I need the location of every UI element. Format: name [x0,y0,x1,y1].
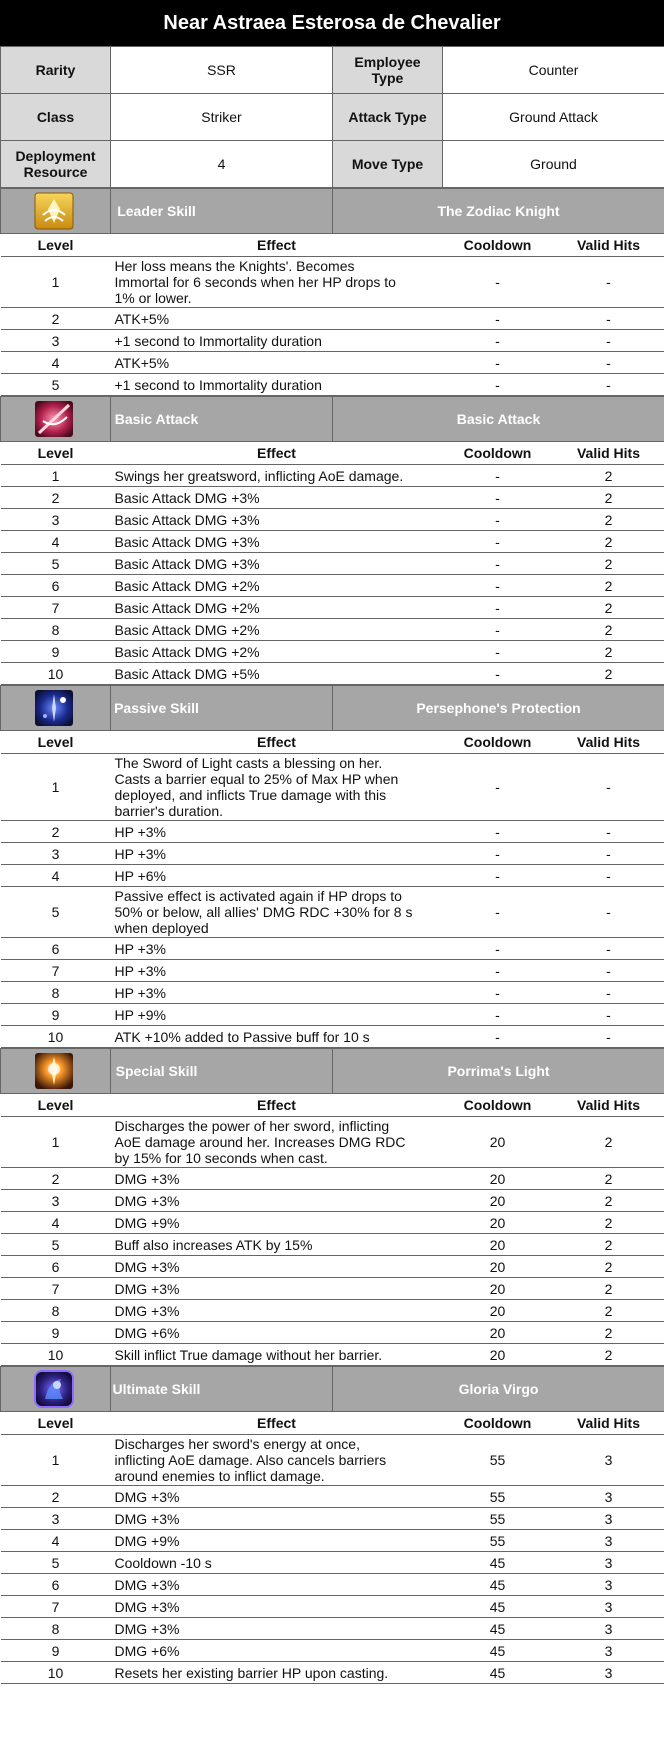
cooldown-cell: 45 [443,1640,553,1662]
effect-cell: DMG +6% [111,1322,443,1344]
info-table [0,46,664,188]
valid-hits-cell: 3 [553,1435,664,1486]
valid-hits-cell: 3 [553,1530,664,1552]
effect-cell: DMG +3% [111,1300,443,1322]
table-row [1,575,664,597]
effect-cell: Resets her existing barrier HP upon casting. [111,1662,443,1684]
valid-hits-cell: - [553,843,664,865]
valid-hits-cell: 2 [553,1300,664,1322]
cooldown-cell: - [443,374,553,396]
table-row [1,821,664,843]
effect-header: Effect [111,442,443,465]
level-cell: 3 [1,509,111,531]
info-label: Rarity [1,47,111,94]
info-row [1,94,664,141]
level-cell: 1 [1,1435,111,1486]
effect-header: Effect [111,234,443,257]
level-cell: 2 [1,1168,111,1190]
cooldown-cell: - [443,553,553,575]
level-cell: 3 [1,1508,111,1530]
cooldown-cell: - [443,308,553,330]
info-row [1,141,664,188]
level-cell: 6 [1,1256,111,1278]
cooldown-cell: 45 [443,1662,553,1684]
table-row [1,887,664,938]
effect-cell: HP +3% [111,960,443,982]
level-cell: 8 [1,619,111,641]
skill-name: Gloria Virgo [333,1367,664,1412]
effect-cell: Discharges the power of her sword, inflicting AoE damage around her. Increases DMG RDC by 15% for 10 seconds when cast. [111,1117,443,1168]
valid-hits-cell: 2 [553,619,664,641]
cooldown-cell: - [443,352,553,374]
effect-cell: Her loss means the Knights'. Becomes Immortal for 6 seconds when her HP drops to 1% or lower. [111,257,443,308]
column-header-row [1,1094,664,1117]
table-row [1,257,664,308]
skill-type: Passive Skill [111,686,333,731]
cooldown-cell: 20 [443,1322,553,1344]
effect-cell: ATK+5% [111,308,443,330]
table-row [1,1435,664,1486]
cooldown-cell: - [443,597,553,619]
table-row [1,1300,664,1322]
cooldown-cell: - [443,821,553,843]
ultimate-knight-icon [33,1369,75,1409]
table-row [1,1278,664,1300]
effect-cell: Discharges her sword's energy at once, inflicting AoE damage. Also cancels barriers around enemies to inflict damage. [111,1435,443,1486]
cooldown-header: Cooldown [443,1094,553,1117]
level-header: Level [1,1412,111,1435]
effect-cell: HP +3% [111,821,443,843]
cooldown-cell: 20 [443,1117,553,1168]
valid-hits-cell: 3 [553,1508,664,1530]
effect-cell: DMG +3% [111,1508,443,1530]
table-row [1,308,664,330]
valid-hits-cell: 2 [553,1344,664,1366]
cooldown-cell: 20 [443,1190,553,1212]
valid-hits-cell: 2 [553,553,664,575]
table-row [1,641,664,663]
level-cell: 3 [1,843,111,865]
table-row [1,960,664,982]
skill-name: Persephone's Protection [333,686,664,731]
effect-cell: ATK +10% added to Passive buff for 10 s [111,1026,443,1048]
cooldown-cell: 20 [443,1234,553,1256]
valid-hits-cell: 2 [553,1234,664,1256]
cooldown-header: Cooldown [443,731,553,754]
level-cell: 6 [1,575,111,597]
skill-name: The Zodiac Knight [333,189,664,234]
table-row [1,982,664,1004]
level-cell: 1 [1,465,111,487]
cooldown-cell: - [443,663,553,685]
valid-hits-cell: 2 [553,641,664,663]
level-header: Level [1,234,111,257]
cooldown-cell: 45 [443,1596,553,1618]
level-cell: 8 [1,982,111,1004]
level-cell: 9 [1,1322,111,1344]
level-cell: 7 [1,1278,111,1300]
level-cell: 3 [1,330,111,352]
level-header: Level [1,1094,111,1117]
effect-cell: Basic Attack DMG +2% [111,619,443,641]
effect-cell: Buff also increases ATK by 15% [111,1234,443,1256]
info-value: SSR [111,47,333,94]
level-cell: 5 [1,1552,111,1574]
table-row [1,1190,664,1212]
effect-cell: DMG +3% [111,1256,443,1278]
valid-hits-cell: 3 [553,1486,664,1508]
valid-hits-header: Valid Hits [553,234,664,257]
info-label: Class [1,94,111,141]
effect-cell: Cooldown -10 s [111,1552,443,1574]
table-row [1,754,664,821]
valid-hits-cell: 2 [553,1278,664,1300]
effect-cell: DMG +3% [111,1168,443,1190]
valid-hits-cell: 3 [553,1618,664,1640]
level-cell: 10 [1,1344,111,1366]
cooldown-cell: - [443,330,553,352]
valid-hits-cell: 2 [553,597,664,619]
table-row [1,1508,664,1530]
valid-hits-cell: 2 [553,465,664,487]
level-cell: 4 [1,1530,111,1552]
cooldown-cell: 20 [443,1256,553,1278]
valid-hits-cell: 2 [553,663,664,685]
valid-hits-cell: - [553,960,664,982]
effect-cell: HP +9% [111,1004,443,1026]
skill-header [1,686,664,731]
table-row [1,1486,664,1508]
valid-hits-header: Valid Hits [553,1094,664,1117]
level-cell: 9 [1,1640,111,1662]
skill-name: Basic Attack [333,397,664,442]
table-row [1,1168,664,1190]
skill-type: Basic Attack [111,397,333,442]
effect-cell: Basic Attack DMG +5% [111,663,443,685]
cooldown-cell: - [443,487,553,509]
valid-hits-cell: - [553,865,664,887]
cooldown-cell: - [443,465,553,487]
table-row [1,531,664,553]
column-header-row [1,731,664,754]
level-cell: 8 [1,1300,111,1322]
valid-hits-cell: 3 [553,1574,664,1596]
valid-hits-cell: - [553,308,664,330]
level-cell: 8 [1,1618,111,1640]
valid-hits-cell: - [553,352,664,374]
level-cell: 4 [1,352,111,374]
valid-hits-cell: 2 [553,575,664,597]
cooldown-cell: - [443,960,553,982]
valid-hits-cell: 2 [553,487,664,509]
cooldown-cell: - [443,1004,553,1026]
valid-hits-cell: - [553,887,664,938]
table-row [1,1117,664,1168]
table-row [1,465,664,487]
skill-table [0,396,664,685]
cooldown-header: Cooldown [443,442,553,465]
valid-hits-header: Valid Hits [553,442,664,465]
table-row [1,1640,664,1662]
table-row [1,938,664,960]
effect-cell: Passive effect is activated again if HP drops to 50% or below, all allies' DMG RDC +30% for 8 s when deployed [111,887,443,938]
table-row [1,330,664,352]
cooldown-cell: - [443,843,553,865]
info-value: Counter [443,47,664,94]
level-cell: 5 [1,887,111,938]
table-row [1,843,664,865]
valid-hits-cell: 2 [553,1190,664,1212]
sword-slash-icon [33,399,75,439]
effect-cell: +1 second to Immortality duration [111,374,443,396]
valid-hits-cell: 2 [553,1322,664,1344]
table-row [1,1596,664,1618]
effect-cell: HP +3% [111,843,443,865]
effect-cell: DMG +3% [111,1486,443,1508]
table-row [1,1618,664,1640]
table-row [1,352,664,374]
info-row [1,47,664,94]
valid-hits-cell: - [553,1004,664,1026]
level-cell: 6 [1,1574,111,1596]
light-burst-icon [33,1051,75,1091]
cooldown-cell: 20 [443,1168,553,1190]
level-cell: 1 [1,1117,111,1168]
effect-header: Effect [111,731,443,754]
table-row [1,1212,664,1234]
effect-cell: Basic Attack DMG +3% [111,487,443,509]
leader-emblem-icon [33,191,75,231]
level-cell: 5 [1,553,111,575]
info-value: Ground Attack [443,94,664,141]
effect-cell: The Sword of Light casts a blessing on her. Casts a barrier equal to 25% of Max HP when deployed, and inflicts True damage with this barrier's duration. [111,754,443,821]
cooldown-header: Cooldown [443,234,553,257]
skill-header [1,1049,664,1094]
level-cell: 6 [1,938,111,960]
cooldown-cell: 20 [443,1344,553,1366]
effect-cell: DMG +3% [111,1596,443,1618]
table-row [1,1256,664,1278]
valid-hits-cell: - [553,821,664,843]
table-row [1,663,664,685]
cooldown-cell: 20 [443,1212,553,1234]
level-cell: 5 [1,1234,111,1256]
valid-hits-cell: - [553,257,664,308]
cooldown-cell: 55 [443,1486,553,1508]
cooldown-cell: - [443,938,553,960]
effect-cell: DMG +3% [111,1574,443,1596]
level-cell: 2 [1,821,111,843]
table-row [1,1026,664,1048]
table-row [1,597,664,619]
table-row [1,374,664,396]
table-row [1,1662,664,1684]
valid-hits-cell: 2 [553,531,664,553]
level-cell: 4 [1,865,111,887]
info-label: Employee Type [333,47,443,94]
effect-cell: Basic Attack DMG +3% [111,509,443,531]
skill-type: Ultimate Skill [111,1367,333,1412]
cooldown-cell: - [443,1026,553,1048]
column-header-row [1,1412,664,1435]
valid-hits-cell: 2 [553,1168,664,1190]
skill-header [1,1367,664,1412]
skill-table [0,685,664,1048]
skill-table [0,188,664,396]
skill-name: Porrima's Light [333,1049,664,1094]
table-row [1,865,664,887]
cooldown-cell: - [443,887,553,938]
effect-cell: HP +3% [111,982,443,1004]
valid-hits-header: Valid Hits [553,731,664,754]
valid-hits-cell: 3 [553,1552,664,1574]
level-cell: 2 [1,308,111,330]
effect-cell: HP +3% [111,938,443,960]
table-row [1,1004,664,1026]
effect-cell: HP +6% [111,865,443,887]
effect-cell: Basic Attack DMG +2% [111,575,443,597]
cooldown-cell: - [443,509,553,531]
table-row [1,1530,664,1552]
valid-hits-cell: 3 [553,1596,664,1618]
skill-header [1,397,664,442]
valid-hits-cell: - [553,330,664,352]
level-cell: 4 [1,531,111,553]
table-row [1,487,664,509]
level-cell: 3 [1,1190,111,1212]
effect-cell: Basic Attack DMG +2% [111,641,443,663]
cooldown-header: Cooldown [443,1412,553,1435]
info-label: Move Type [333,141,443,188]
effect-cell: DMG +3% [111,1190,443,1212]
column-header-row [1,234,664,257]
skills-section [0,188,664,1684]
info-value: Striker [111,94,333,141]
table-row [1,553,664,575]
info-value: Ground [443,141,664,188]
info-label: Deployment Resource [1,141,111,188]
level-cell: 10 [1,663,111,685]
effect-cell: DMG +3% [111,1618,443,1640]
page-title: Near Astraea Esterosa de Chevalier [0,0,664,46]
level-header: Level [1,442,111,465]
valid-hits-cell: - [553,938,664,960]
valid-hits-cell: 2 [553,509,664,531]
table-row [1,1344,664,1366]
valid-hits-cell: - [553,754,664,821]
cooldown-cell: - [443,257,553,308]
valid-hits-header: Valid Hits [553,1412,664,1435]
cooldown-cell: - [443,575,553,597]
cooldown-cell: 20 [443,1300,553,1322]
effect-cell: Basic Attack DMG +2% [111,597,443,619]
table-row [1,1234,664,1256]
table-row [1,619,664,641]
effect-cell: Basic Attack DMG +3% [111,553,443,575]
valid-hits-cell: 3 [553,1662,664,1684]
info-value: 4 [111,141,333,188]
info-label: Attack Type [333,94,443,141]
passive-blessing-icon [33,688,75,728]
effect-cell: +1 second to Immortality duration [111,330,443,352]
table-row [1,1322,664,1344]
effect-cell: Skill inflict True damage without her barrier. [111,1344,443,1366]
level-cell: 5 [1,374,111,396]
valid-hits-cell: - [553,982,664,1004]
cooldown-cell: - [443,754,553,821]
skill-type: Special Skill [111,1049,333,1094]
table-row [1,509,664,531]
level-cell: 2 [1,487,111,509]
cooldown-cell: - [443,641,553,663]
cooldown-cell: - [443,982,553,1004]
effect-cell: ATK+5% [111,352,443,374]
level-cell: 2 [1,1486,111,1508]
level-cell: 1 [1,754,111,821]
skill-header [1,189,664,234]
cooldown-cell: 55 [443,1435,553,1486]
skill-type: Leader Skill [111,189,333,234]
skill-table [0,1366,664,1684]
valid-hits-cell: 3 [553,1640,664,1662]
valid-hits-cell: - [553,374,664,396]
level-cell: 10 [1,1026,111,1048]
effect-cell: DMG +6% [111,1640,443,1662]
effect-cell: Swings her greatsword, inflicting AoE damage. [111,465,443,487]
cooldown-cell: - [443,619,553,641]
level-cell: 7 [1,597,111,619]
valid-hits-cell: 2 [553,1212,664,1234]
effect-cell: Basic Attack DMG +3% [111,531,443,553]
effect-header: Effect [111,1094,443,1117]
valid-hits-cell: - [553,1026,664,1048]
level-cell: 4 [1,1212,111,1234]
cooldown-cell: 55 [443,1530,553,1552]
cooldown-cell: 55 [443,1508,553,1530]
column-header-row [1,442,664,465]
level-cell: 9 [1,641,111,663]
table-row [1,1574,664,1596]
level-cell: 7 [1,1596,111,1618]
level-cell: 7 [1,960,111,982]
level-cell: 1 [1,257,111,308]
cooldown-cell: 45 [443,1618,553,1640]
cooldown-cell: - [443,531,553,553]
level-cell: 9 [1,1004,111,1026]
cooldown-cell: 45 [443,1574,553,1596]
cooldown-cell: - [443,865,553,887]
level-header: Level [1,731,111,754]
valid-hits-cell: 2 [553,1256,664,1278]
effect-cell: DMG +9% [111,1530,443,1552]
effect-cell: DMG +9% [111,1212,443,1234]
cooldown-cell: 20 [443,1278,553,1300]
effect-cell: DMG +3% [111,1278,443,1300]
cooldown-cell: 45 [443,1552,553,1574]
valid-hits-cell: 2 [553,1117,664,1168]
level-cell: 10 [1,1662,111,1684]
skill-table [0,1048,664,1366]
effect-header: Effect [111,1412,443,1435]
table-row [1,1552,664,1574]
